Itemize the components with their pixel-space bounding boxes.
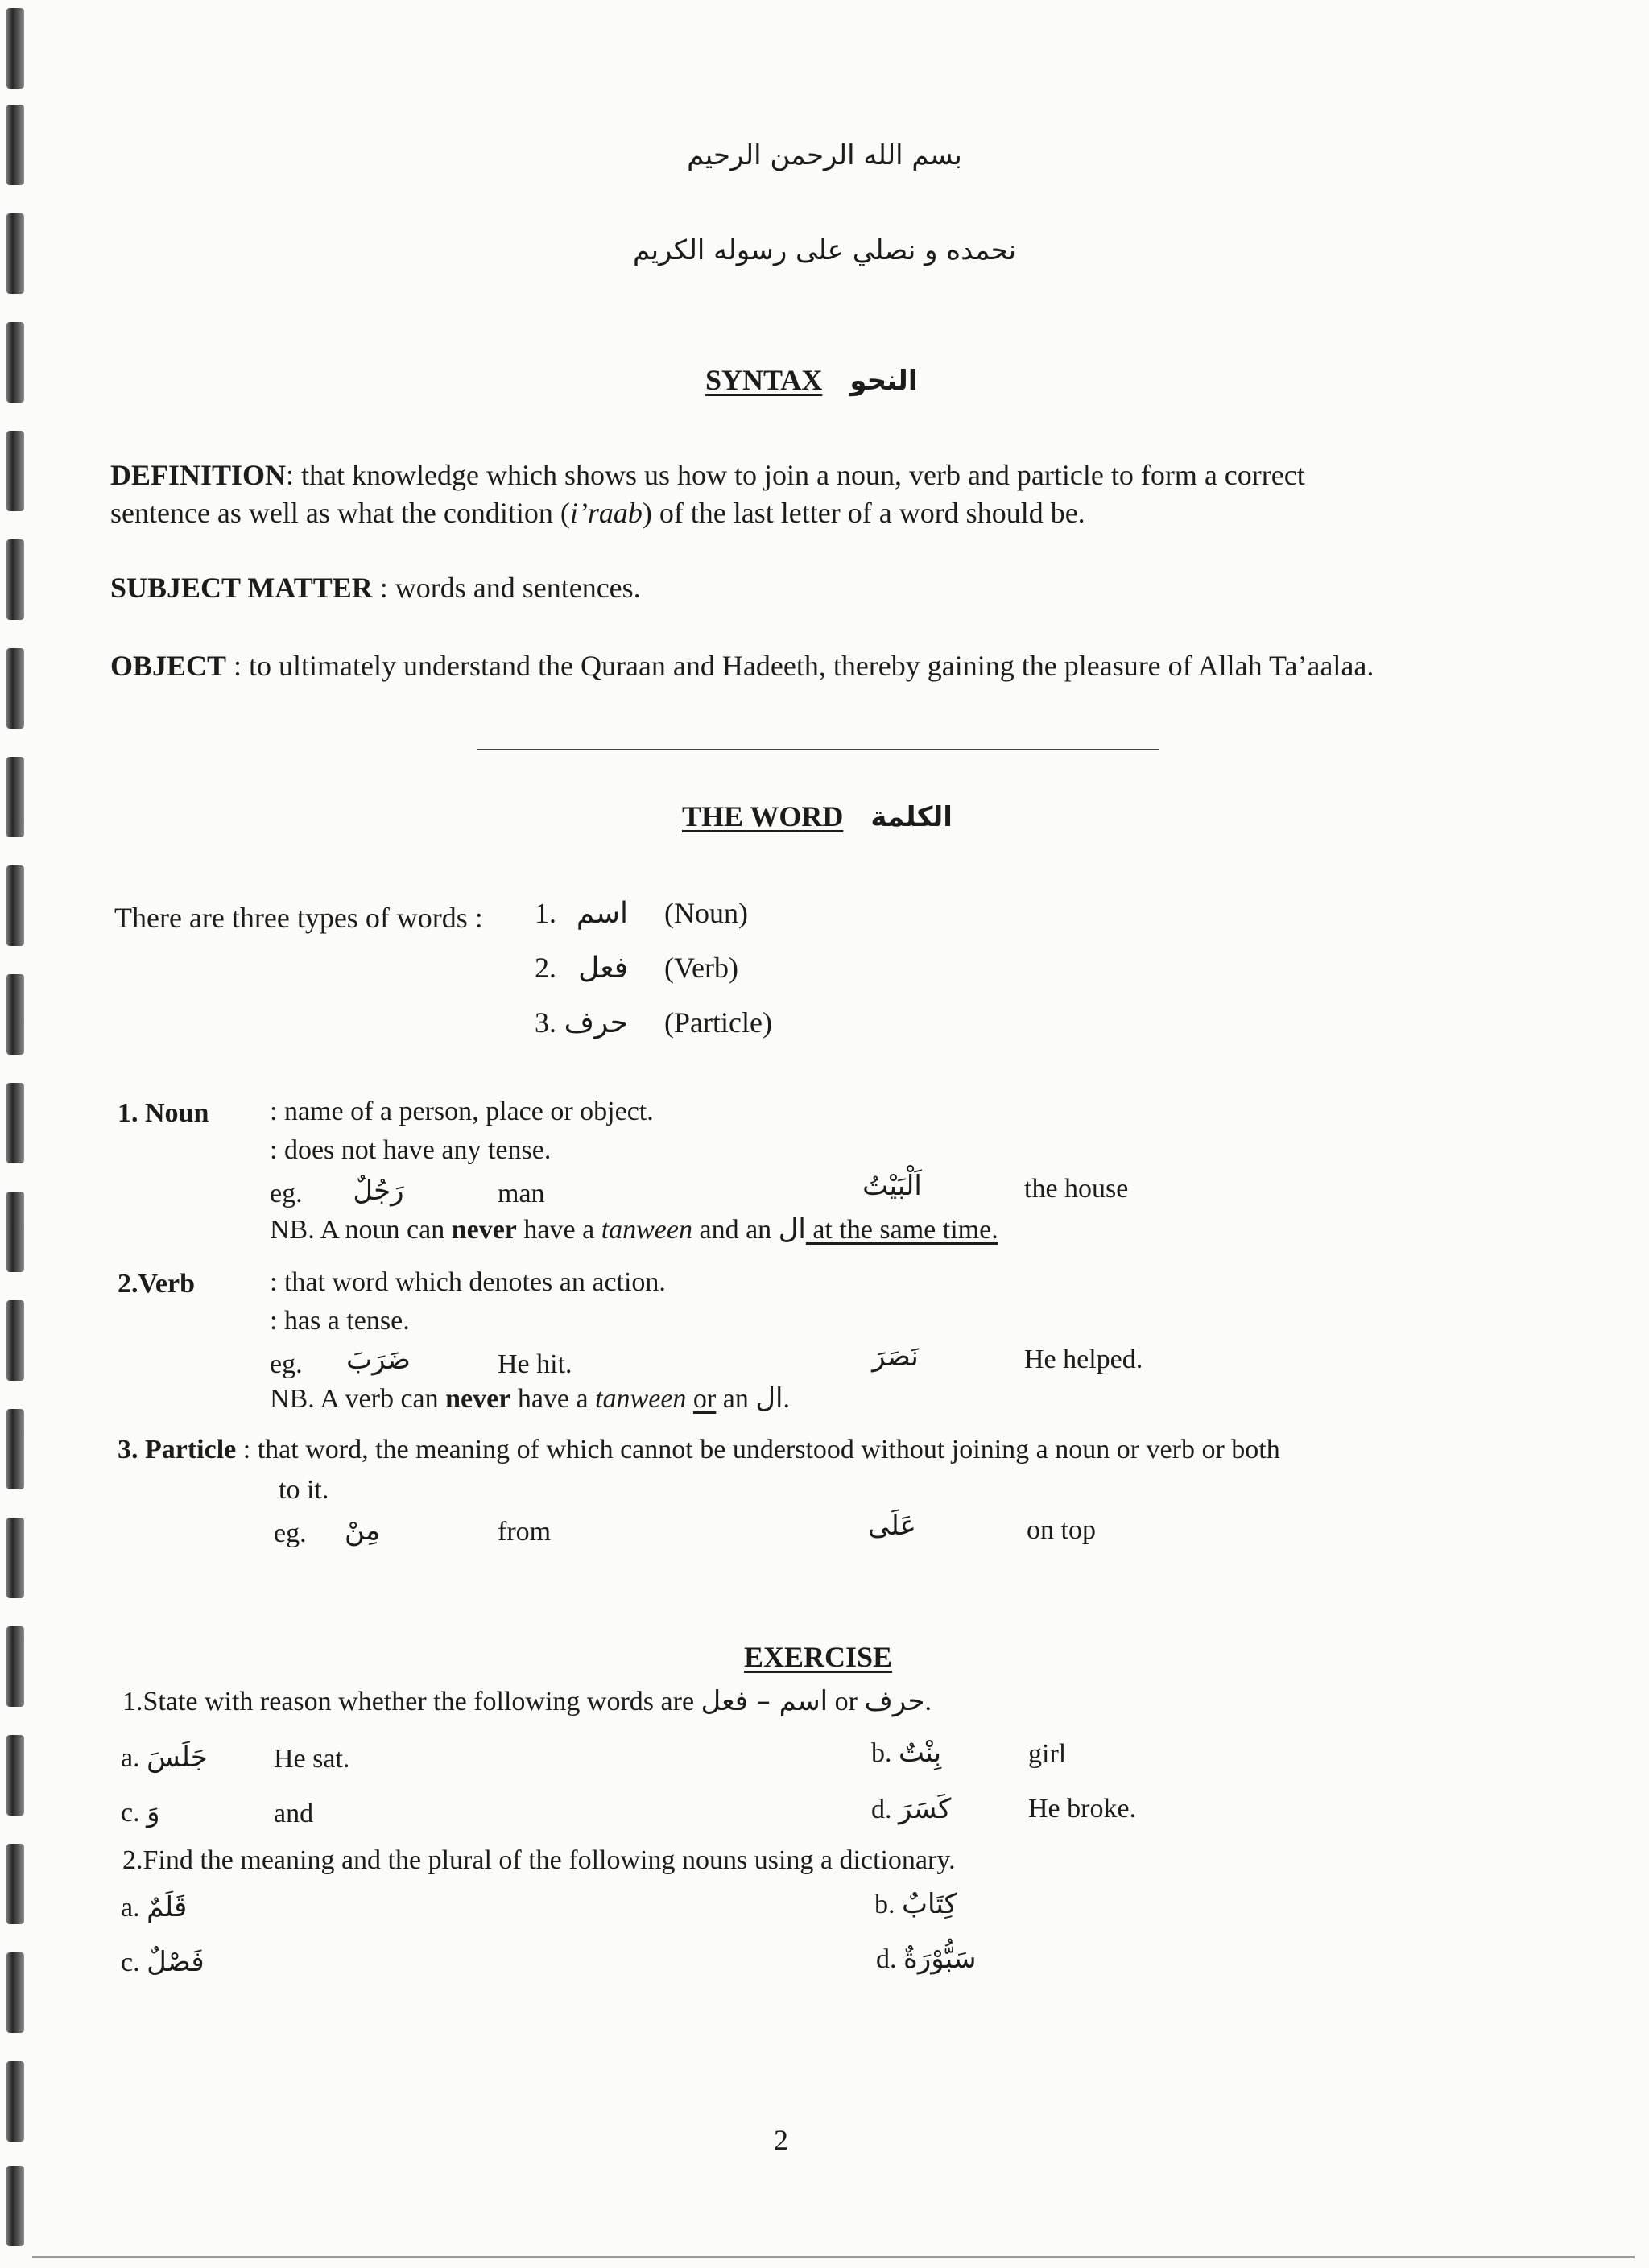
object-label: OBJECT bbox=[110, 650, 227, 682]
q2-item-b bbox=[874, 1887, 957, 1922]
verb-note-al: ال bbox=[755, 1382, 783, 1415]
q1-item-c-english: and bbox=[274, 1799, 314, 1828]
word-type-arabic: حرف bbox=[564, 1006, 628, 1039]
spiral-hole bbox=[6, 2166, 24, 2246]
particle-definition-1: : that word, the meaning of which cannot be understood without joining a noun or verb or both bbox=[242, 1435, 1280, 1464]
verb-definition-1: : that word which denotes an action. bbox=[270, 1267, 666, 1297]
q1-item-arabic: وَ bbox=[147, 1796, 160, 1828]
syntax-title: SYNTAX bbox=[705, 364, 823, 396]
q2-item-letter: d. bbox=[876, 1944, 897, 1974]
spiral-hole bbox=[6, 1083, 24, 1163]
exercise-question-1-or: or bbox=[828, 1687, 865, 1716]
spiral-hole bbox=[6, 648, 24, 729]
noun-note-text: have a bbox=[516, 1215, 601, 1245]
q1-item-arabic: بِنْتٌ bbox=[899, 1737, 942, 1769]
definition-text-2a: sentence as well as what the condition ( bbox=[110, 497, 570, 529]
q1-item-b bbox=[871, 1736, 941, 1770]
noun-example-1-arabic: رَجُلٌ bbox=[353, 1175, 404, 1207]
word-type-arabic: فعل bbox=[578, 952, 628, 985]
word-type-number: 2. bbox=[535, 952, 556, 984]
syntax-heading bbox=[705, 362, 917, 398]
spiral-hole bbox=[6, 1409, 24, 1489]
particle-example-1-english: from bbox=[498, 1517, 552, 1547]
word-type-arabic: اسم bbox=[576, 897, 628, 930]
verb-example-2-english: He helped. bbox=[1024, 1345, 1143, 1374]
q1-item-d bbox=[871, 1792, 951, 1827]
verb-definition-2: : has a tense. bbox=[270, 1306, 410, 1336]
word-types-intro: There are three types of words : bbox=[114, 902, 483, 934]
verb-note-text: NB. A verb can bbox=[270, 1384, 446, 1414]
verb-example-2-arabic: نَصَرَ bbox=[872, 1341, 919, 1373]
q1-item-letter: b. bbox=[871, 1738, 892, 1768]
q1-item-letter: a. bbox=[121, 1743, 140, 1773]
section-divider bbox=[477, 749, 1159, 750]
noun-definition-1: : name of a person, place or object. bbox=[270, 1097, 654, 1126]
noun-definition-2: : does not have any tense. bbox=[270, 1135, 552, 1165]
q2-item-d bbox=[876, 1942, 977, 1977]
spiral-hole bbox=[6, 213, 24, 294]
word-type-english: (Noun) bbox=[664, 897, 748, 929]
spiral-hole bbox=[6, 1952, 24, 2033]
spiral-hole bbox=[6, 974, 24, 1055]
noun-note bbox=[270, 1212, 998, 1247]
q1-item-arabic: جَلَسَ bbox=[147, 1741, 208, 1774]
verb-note-period: . bbox=[783, 1384, 790, 1414]
q2-item-letter: a. bbox=[121, 1893, 140, 1923]
word-title: THE WORD bbox=[682, 800, 844, 832]
spiral-hole bbox=[6, 865, 24, 946]
noun-note-text: NB. A noun can bbox=[270, 1215, 452, 1245]
verb-note-text: an bbox=[716, 1384, 756, 1414]
q1-item-c bbox=[121, 1795, 160, 1830]
particle-label: 3. Particle bbox=[118, 1435, 237, 1464]
q1-item-letter: d. bbox=[871, 1795, 892, 1824]
spiral-hole bbox=[6, 431, 24, 511]
page-number: 2 bbox=[774, 2124, 788, 2156]
definition-text: : that knowledge which shows us how to join a noun, verb and particle to form a correct bbox=[286, 459, 1305, 491]
exercise-question-1-text: 1.State with reason whether the following words are bbox=[122, 1687, 701, 1716]
q2-item-a bbox=[121, 1890, 187, 1925]
noun-note-al: ال bbox=[778, 1213, 806, 1246]
noun-example-1-english: man bbox=[498, 1179, 545, 1208]
subject-text: : words and sentences. bbox=[379, 572, 641, 604]
definition-label: DEFINITION bbox=[110, 459, 287, 491]
exercise-question-1-end: . bbox=[924, 1687, 932, 1716]
word-type-number: 3. bbox=[535, 1006, 556, 1039]
subject-label: SUBJECT MATTER bbox=[110, 572, 373, 604]
noun-label: 1. Noun bbox=[118, 1098, 209, 1128]
q2-item-arabic: فَصْلٌ bbox=[147, 1946, 205, 1978]
verb-note-never: never bbox=[445, 1384, 511, 1414]
q2-item-letter: b. bbox=[874, 1890, 895, 1919]
spiral-hole bbox=[6, 1192, 24, 1272]
q1-item-a bbox=[121, 1741, 208, 1775]
spiral-hole bbox=[6, 1300, 24, 1381]
word-type-english: (Verb) bbox=[664, 952, 738, 984]
object bbox=[110, 648, 1374, 684]
q2-item-letter: c. bbox=[121, 1948, 140, 1977]
particle-definition-2: to it. bbox=[279, 1475, 329, 1505]
exercise-question-1 bbox=[122, 1684, 932, 1719]
particle-example-1-arabic: مِنْ bbox=[344, 1514, 381, 1547]
spiral-hole bbox=[6, 539, 24, 620]
verb-eg: eg. bbox=[270, 1349, 303, 1379]
word-type-number: 1. bbox=[535, 897, 556, 929]
q2-item-arabic: سَبُّوْرَةٌ bbox=[903, 1943, 977, 1975]
particle-example-2-arabic: عَلَى bbox=[868, 1510, 916, 1542]
word-title-arabic: الكلمة bbox=[870, 801, 953, 833]
salutation: نحمده و نصلي على رسوله الكريم bbox=[632, 234, 1017, 266]
verb-note-text: have a bbox=[510, 1384, 596, 1414]
spiral-hole bbox=[6, 105, 24, 185]
noun-note-text: and an bbox=[692, 1215, 779, 1245]
page-bottom-edge bbox=[32, 2256, 1635, 2258]
verb-note-or: or bbox=[692, 1384, 717, 1414]
spiral-hole bbox=[6, 1626, 24, 1707]
verb-note bbox=[270, 1382, 790, 1416]
q2-item-arabic: كِتَابٌ bbox=[902, 1888, 957, 1920]
word-type-2 bbox=[535, 950, 738, 986]
noun-note-same-time: at the same time. bbox=[805, 1215, 998, 1245]
noun-note-never: never bbox=[451, 1215, 517, 1245]
q1-item-d-english: He broke. bbox=[1028, 1794, 1137, 1824]
spiral-hole bbox=[6, 757, 24, 837]
iraab-term: i’raab bbox=[569, 497, 643, 529]
definition-text-2b: ) of the last letter of a word should be. bbox=[642, 497, 1085, 529]
syntax-title-arabic: النحو bbox=[849, 365, 918, 397]
noun-note-tanween: tanween bbox=[601, 1215, 692, 1245]
definition-line-1 bbox=[110, 457, 1305, 493]
q2-item-arabic: قَلَمٌ bbox=[147, 1891, 188, 1923]
particle-line-1 bbox=[118, 1433, 1280, 1467]
spiral-hole bbox=[6, 1844, 24, 1924]
object-text: : to ultimately understand the Quraan and Hadeeth, thereby gaining the pleasure of Allah Ta’aalaa. bbox=[234, 650, 1374, 682]
q1-item-a-english: He sat. bbox=[274, 1744, 350, 1774]
q1-item-b-english: girl bbox=[1028, 1739, 1067, 1769]
subject-matter bbox=[110, 570, 641, 605]
word-type-3 bbox=[535, 1005, 772, 1041]
spiral-hole bbox=[6, 1735, 24, 1816]
word-heading bbox=[682, 799, 953, 834]
spiral-hole bbox=[6, 322, 24, 403]
word-type-1 bbox=[535, 895, 748, 932]
basmala: بسم الله الرحمن الرحيم bbox=[687, 139, 962, 171]
definition-line-2 bbox=[110, 495, 1085, 531]
particle-eg: eg. bbox=[274, 1518, 307, 1548]
spiral-hole bbox=[6, 8, 24, 89]
spiral-hole bbox=[6, 2061, 24, 2142]
noun-example-2-arabic: اَلْبَيْتُ bbox=[862, 1170, 922, 1202]
particle-example-2-english: on top bbox=[1027, 1515, 1096, 1545]
verb-example-1-arabic: ضَرَبَ bbox=[346, 1344, 411, 1376]
q2-item-c bbox=[121, 1945, 205, 1980]
noun-example-2-english: the house bbox=[1024, 1174, 1129, 1204]
verb-note-tanween: tanween bbox=[595, 1384, 687, 1414]
spiral-hole bbox=[6, 1518, 24, 1598]
exercise-question-1-arabic: اسم – فعل bbox=[701, 1685, 829, 1717]
exercise-question-1-arabic-2: حرف bbox=[864, 1685, 925, 1717]
verb-example-1-english: He hit. bbox=[498, 1349, 572, 1379]
q1-item-letter: c. bbox=[121, 1798, 140, 1828]
exercise-title: EXERCISE bbox=[744, 1641, 893, 1673]
noun-eg: eg. bbox=[270, 1179, 303, 1208]
word-type-english: (Particle) bbox=[664, 1006, 772, 1039]
q1-item-arabic: كَسَرَ bbox=[899, 1793, 952, 1825]
exercise-question-2: 2.Find the meaning and the plural of the following nouns using a dictionary. bbox=[122, 1845, 956, 1875]
verb-label: 2.Verb bbox=[118, 1269, 196, 1299]
